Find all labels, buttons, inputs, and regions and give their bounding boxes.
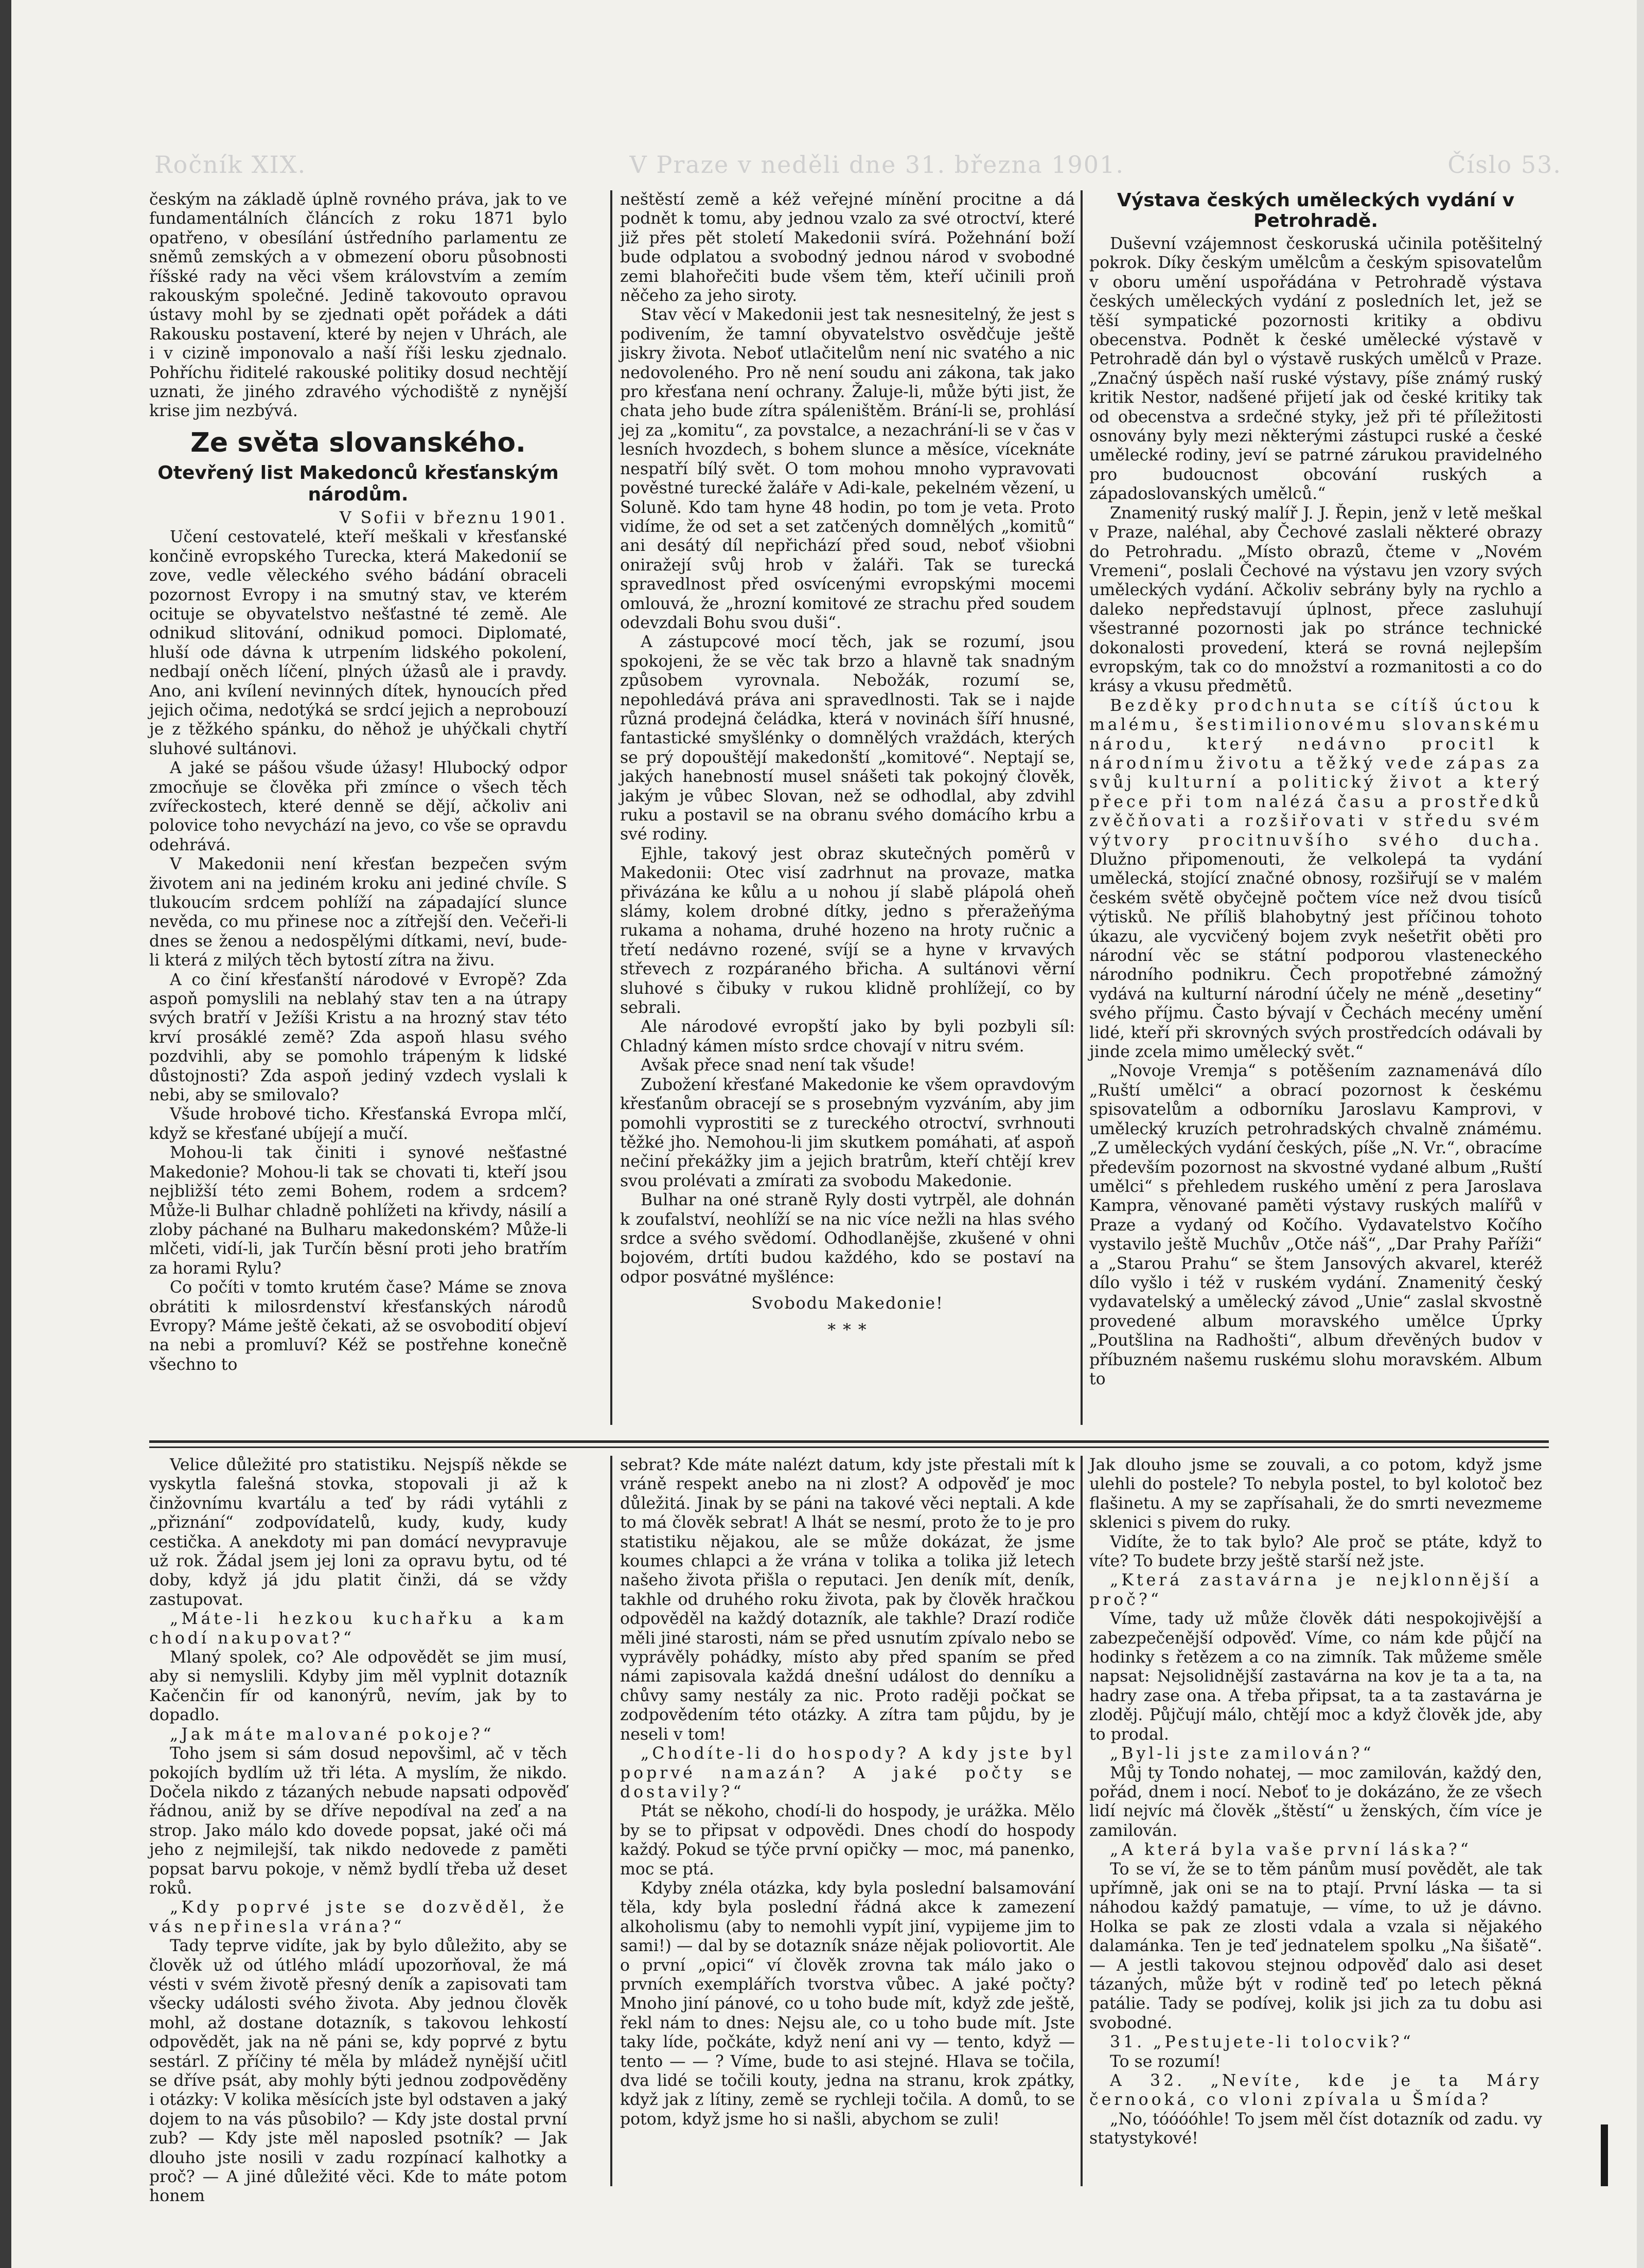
column-rule xyxy=(1081,1456,1083,2186)
question: A 32. „Nevíte, kde je ta Máry černooká, co vloni zpívala u Šmída? xyxy=(1089,2071,1542,2110)
paragraph: Mohou-li tak činiti i synové nešťastné Makedonie? Mohou-li tak se chovati ti, kteří jsou nejbližší této zemi Bohem, rodem a srdcem? Může-li Bulhar chladně pohlížeti na křivdy, násilí a zloby páchané na Bulharu makedonském? Může-li mlčeti, vidí-li, jak Turčín běsní proti jeho bratřím za horami Rylu? xyxy=(149,1144,567,1278)
column-3-bottom xyxy=(1089,1456,1542,2186)
paragraph: Ale národové evropští jako by byli pozbyli síl: Chladný kámen místo srdce chovají v nitru svém. xyxy=(620,1017,1075,1056)
paragraph: A jaké se pášou všude úžasy! Hlubocký odpor zmocňuje se člověka při zmínce o všech těch zvířeckostech, které denně se dějí, ačkoliv ani polovice toho nevychází na jevo, co vše se opravdu odehrává. xyxy=(149,759,567,854)
paragraph: Velice důležité pro statistiku. Nejspíš někde se vyskytla falešná stovka, stopovali ji až k činžovnímu kvartálu a teď by rádi vytáhli z „přiznání“ zodpovídatelů, kudy, kudy, kudy cestička. A anekdoty mi pan domácí nevypravuje už rok. Žádal jsem jej loni za opravu bytu, od té doby, když já jdu platit činži, dá se vždy zastupovat. xyxy=(149,1456,567,1609)
question: „Máte-li hezkou kuchařku a kam chodí nakupovat?“ xyxy=(149,1610,567,1648)
paragraph: Vidíte, že to tak bylo? Ale proč se ptáte, když to víte? To budete brzy ještě starší než jste. xyxy=(1089,1532,1542,1571)
section-divider-stars: * * * xyxy=(827,1320,868,1340)
column-rule xyxy=(610,1456,612,2186)
scan-artifact xyxy=(1601,2124,1608,2186)
feuilleton-rule xyxy=(149,1446,1549,1448)
paragraph: Můj ty Tondo nohatej, — moc zamilován, každý den, pořád, dnem i nocí. Neboť to je dokázáno, že ze všech lidí nejvíc má člověk „štěstí“ u ženských, čím více je zamilován. xyxy=(1089,1763,1542,1840)
paragraph: Znamenitý ruský malíř J. J. Řepin, jenž v letě meškal v Praze, naléhal, aby Čechové zaslali některé obrazy do Petrohradu. „Místo obrazů, čteme v „Novém Vremeni“, poslali Čechové na výstavu jen vzory svých uměleckých vydání. Ačkoliv sebrány byly na rychlo a daleko nepředstavují úplnost, přece zasluhují všestranné pozornosti jak po stránce technické dokonalosti provedení, která se rovná nejlepším evropským, tak co do množství a rozmanitosti a co do krásy a vkusu předmětů. xyxy=(1089,504,1542,696)
paragraph: Ejhle, takový jest obraz skutečných poměrů v Makedonii: Otec visí zadrhnut na provaze, matka přivázána ke kůlu a u nohou jí slabě plápolá oheň slámy, kolem drobné dítky, jedno s přeražeňýma rukama a nohama, druhé hozeno na hroty ručnic a třetí nedávno rozené, svíjí se a hyne v krvavých střevech z rozpáraného břicha. A sultánovi věrní sluhové s čibuky v rukou klidně prohlížejí, co by sebrali. xyxy=(620,844,1075,1017)
paragraph: Kdyby znéla otázka, kdy byla poslední balsamování těla, kdy byla poslední řádná akce k zamezení alkoholismu (aby to nemohli vypít jiní, vypijeme jim to sami!) — dal by se dotazník snáze nějak poliovortit. Ale o první „opici“ ví člověk zrovna tak málo jako o prvních exemplářích tvorstva vůbec. A jaké počty? Mnoho jiní pánové, co u toho bude mít, když zde ještě, řekl nám to dnes: Nejsu ale, co u toho bude mít. Jste taky líde, počkáte, když není ani vy — tento, když — tento — — ? Víme, bude to asi stejné. Hlava se točila, dva lidé se točili kouty, jedna na stranu, krok zpátky, když jak z lítiny, země se rychleji točila. A domů, to se potom, když jsme ho si našli, abychom se zuli! xyxy=(620,1879,1075,2129)
column-2-bottom xyxy=(620,1456,1075,2186)
paragraph: sebrat? Kde máte nalézt datum, kdy jste přestali mít k vráně respekt anebo na ni zlost? A odpověď je moc důležitá. Jinak by se páni na takové věci neptali. A kde to má člověk sebrat! A lhát se nesmí, proto že to je pro statistiku nějakou, ale se může dokázat, že jsme koumes chlapci a že vrána v tolika a tolika již letech našeho života přišla o reputaci. Jen deník mít, deník, takhle od druhého roku života, pak by člověk hračkou odpověděl na každý dotazník, ale takhle? Drazí rodiče měli jiné starosti, nám se před usnutím zpívalo nebo se vyprávěly pohádky, místo aby před spaním se před námi zapisovala každá dnešní událost do denníku a chůvy samy nestály za nic. Proto raději počkat se zodpovědením této otázky. A zítra tam půjdu, by je neseli v tom! xyxy=(620,1456,1075,1744)
paragraph: Co počíti v tomto krutém čase? Máme se znova obrátiti k milosrdenství křesťanských národů Evropy? Máme ještě čekati, až se osvobodití objeví na nebi a promluví? Kéž se postřehne konečně všechno to xyxy=(149,1278,567,1374)
paragraph: Učení cestovatelé, kteří meškali v křesťanské končině evropského Turecka, která Makedonií se zove, vedle věleckého svého bádání obraceli pozornost Evropy i na smutný stav, ve kterém ocituje se obyvatelstvo nešťastné té země. Ale odnikud slitování, odnikud pomoci. Diplomaté, hluší ode dávna k utrpením lidského pokolení, nedbají oněch líčení, plných úžasů ale i pravdy. Ano, ani kvílení nevinných dítek, hynoucích před jejich očima, nedotýká se srdcí jejich a neprobouzí je z těžkého spánku, do něhož je uhýčkali chytří sluhové sultánovi. xyxy=(149,528,567,758)
question: „Chodíte-li do hospody? A kdy jste byl poprvé namazán? A jaké počty se dostavily?“ xyxy=(620,1744,1075,1801)
column-1-bottom xyxy=(149,1456,567,2206)
paragraph: „No, tóóóóhle! To jsem měl číst dotazník od zadu. vy statystykové! xyxy=(1089,2110,1542,2148)
question: 31. „Pestujete-li tolocvik?“ xyxy=(1110,2033,1414,2052)
paragraph: V Makedonii není křesťan bezpečen svým životem ani na jediném kroku ani jediné chvíle. S tlukoucím srdcem pohlíží na západající slunce nevěda, co mu přinese noc a zítřejší den. Večeři-li dnes se ženou a nedospělými dítkami, neví, bude-li která z milých těch bytostí zítra na živu. xyxy=(149,855,567,970)
column-rule xyxy=(610,190,612,1425)
paragraph xyxy=(1089,697,1542,1062)
paragraph: To se rozumí! xyxy=(1110,2052,1221,2071)
header-volume: Ročník XIX. xyxy=(154,151,307,178)
paragraph: Tady teprve vidíte, jak by bylo důležito, aby se člověk už od útlého mládí upozorňoval, že má vésti v svém životě přesný deník a zapisovati tam všecky události svého života. Aby jednou člověk mohl, až dostane dotazník, s takovou lehkostí odpovědět, jak na ně páni se, kdy poprvé z bytu sestárl. Z příčiny té měla by mládež nynější učitl se dříve psát, aby mohly býti jednou zodpověděny i otázky: V kolika měsících jste byl odstaven a jaký dojem to na vás působilo? — Kdy jste dostal první zub? — Kdy jste měl naposled psotník? — Jak dlouho jste nosili v zadu rozpínací kalhotky a proč? — A jiné důležité věci. Kde to máte potom honem xyxy=(149,1937,567,2206)
paragraph: Všude hrobové ticho. Křesťanská Evropa mlčí, když se křesťané ubíjejí a mučí. xyxy=(149,1105,567,1143)
question: „Jak máte malované pokoje?“ xyxy=(170,1725,494,1744)
paragraph: To se ví, že se to těm pánům musí povědět, ale tak upřímně, jak oni se na to ptají. První láska — ta si náhodou každý pamatuje, — víme, to už je dávno. Holka se pak ze zlosti vdala a vzala si nějakého dalamánka. Ten je teď jednatelem spolku „Na šišatě“. — A jestli takovou stejnou odpověď dalo asi deset tázaných, může být v rodině teď po letech pěkná patálie. Tady se podívej, kolik jsi jich za tu dobu asi svobodné. xyxy=(1089,1860,1542,2032)
paragraph: Zubožení křesťané Makedonie ke všem opravdovým křesťanům obracejí se s prosebným vyzváním, aby jim pomohli vyprostiti se z tureckého otroctví, svrhnouti těžké jho. Nemohou-li jim skutkem pomáhati, ať aspoň nečiní překážky jim a jejich bratrům, kteří chtějí krev svou prolévati a zmírati za svobodu Makedonie. xyxy=(620,1075,1075,1190)
paragraph: „Novoje Vremja“ s potěšením zaznamenává dílo „Ruští umělci“ a obrací pozornost k českému spisovatelům a odborníku Jaroslavu Kamprovi, v umělecký kruzích petrohradských chvalně známému. „Z uměleckých vydání českých, píše „N. Vr.“, obracíme především pozornost na skvostné vydané album „Ruští umělci“ s přehledem ruského umění z pera Jaroslava Kampra, věnované paměti výstavy ruských malířů v Praze a vydaný od Kočího. Vydavatelstvo Kočího vystavilo ještě Muchův „Otče náš“, „Dar Prahy Paříži“ a „Starou Prahu“ se štem Jansových akvarel, kteréž dílo vyšlo i též v ruském vydání. Znamenitý český vydavatelský a umělecký závod „Unie“ zaslal skvostně provedené album moravského umělce Úprky „Poutšlina na Radhošti“, album dřevěných budov v příbuzném našemu ruskému slohu moravském. Album to xyxy=(1089,1062,1542,1388)
dateline: V Sofii v březnu 1901. xyxy=(339,508,567,527)
question: „A která byla vaše první láska?“ xyxy=(1110,1841,1472,1860)
paragraph: Toho jsem si sám dosud nepovšiml, ač v těch pokojích bydlím už tři léta. A myslím, že nikdo. Dočela nikdo z tázaných nebude napsati odpověď řádnou, aniž by se dříve nepodíval na zeď a na strop. Jako málo kdo dovede popsat, jaké oči má jeho z nejmilejší, tak nikdo nedovede z paměti popsat barvu pokoje, v němž bydlí třeba už deset roků. xyxy=(149,1744,567,1898)
scan-edge-right xyxy=(1637,0,1644,2268)
paragraph: Avšak přece snad není tak všude! xyxy=(641,1056,916,1075)
question: „Byl-li jste zamilován?“ xyxy=(1110,1744,1374,1763)
scan-edge-left xyxy=(0,0,11,2268)
page-header xyxy=(154,147,1562,183)
paragraph: A zástupcové mocí těch, jak se rozumí, jsou spokojeni, že se věc tak brzo a hlavně tak snadným způsobem vyrovnala. Nebožák, rozumí se, nepohledává práva ani spravedlnosti. Tak se i najde různá prodejná čeládka, která v novinách šíří hnusné, fantastické smyšlénky o domnělých vraždách, kterých se prý dopouštějí makedonští „komitové“. Neptají se, jakých hanebností musel snášeti tak pokojný člověk, jakým je vůbec Slovan, než se odhodlal, aby zdvihl ruku a postavil se na obranu svého domácího krbu a své rodiny. xyxy=(620,633,1075,844)
question: „Která zastavárna je nejklonnější a proč?“ xyxy=(1089,1571,1542,1609)
paragraph: Ptát se někoho, chodí-li do hospody, je urážka. Mělo by se to připsat v odpovědi. Dnes chodí do hospody každý. Pokud se týče první opičky — moc, má panenko, moc se ptá. xyxy=(620,1802,1075,1879)
paragraph: českým na základě úplně rovného práva, jak to ve fundamentálních článcích z roku 1871 bylo opatřeno, v obesílání ústředního parlamentu ze sněmů zemských a v obmezení oboru působnosti říšské rady na věci všem královstvím a zemím rakouským společné. Jedině takovouto opravou ústavy mohl by se zjednati opět pořádek a dáti Rakousku postavení, které by nejen v Uhrách, ale i v cizině imponovalo a naší říši lesku zjednalo. Pohříchu řiditelé rakouské politiky dosud nechtějí uznati, že jiného zdravého východiště z nynější krise jim nezbývá. xyxy=(149,190,567,421)
question: „Kdy poprvé jste se dozvěděl, že vás nepřinesla vrána?“ xyxy=(149,1898,567,1936)
paragraph: Víme, tady už může člověk dáti nespokojivější a zabezpečenější odpověď. Víme, co nám kde půjčí na hodinky s řetězem a co na zimník. Tak můžeme směle napsat: Nejsolidnější zastavárna na kov je ta a ta, na hadry zase ona. A třeba připsat, ta a ta zastavárna je zloděj. Půjčují málo, chtějí moc a když člověk jde, aby to prodal. xyxy=(1089,1610,1542,1744)
signoff: Svobodu Makedonie! xyxy=(751,1294,944,1313)
paragraph: neštěstí země a kéž veřejné mínění procitne a dá podnět k tomu, aby jednou vzalo za své otroctví, které již přes pět století Makedonii svírá. Požehnání boží bude odplatou a svobodný jednou národ v svobodné zemi blahořečiti bude všem těm, kteří učinili proň něčeho za jeho siroty. xyxy=(620,190,1075,306)
header-issue-number: Číslo 53. xyxy=(1447,151,1562,178)
article-title: Otevřený list Makedonců křesťanským národům. xyxy=(157,462,559,505)
column-1-top xyxy=(149,190,567,1430)
header-date: V Praze v neděli dne 31. března 1901. xyxy=(629,151,1124,178)
spaced-emphasis: Bezděky prodchnuta se cítíš úctou k malému, šestimilionovému slovanskému národu, který nedávno procitl k národnímu životu a těžký vede zápas za svůj kulturní a politický život a který přece při tom nalézá času a prostředků zvěčňovati a rozšiřovati v středu svém výtvory procitnuvšího svého ducha. xyxy=(1089,696,1542,850)
paragraph: Jak dlouho jsme se zouvali, a co potom, když jsme ulehli do postele? To nebyla postel, to byl kolotoč bez flašinetu. A my se zapřísahali, že do smrti nevezmeme sklenici s pivem do ruky. xyxy=(1089,1456,1542,1532)
column-2-top xyxy=(620,190,1075,1430)
paragraph-continuation: Dlužno připomenouti, že velkolepá ta vydání umělecká, stojící značné obnosy, rozšiřují se v malém českém světě obyčejně počtem více než dvou tisíců výtisků. Ne příliš blahobytný jest příčinou tohoto úkazu, ale vycvičený bojem zvyk nešetřit oběti pro národní věc se státní podporou vlasteneckého národního podnikru. Čech propotřebné zámožný vydává na kulturní národní účely ne méně „desetiny“ svého příjmu. Často bývají v Čechách mecény umění lidé, kteří při skrovných svých prostředcích odávali by jinde zcela mimo umělecký svět.“ xyxy=(1089,850,1542,1062)
column-3-top xyxy=(1089,190,1542,1430)
article-title: Výstava českých uměleckých vydání v Petrohradě. xyxy=(1117,190,1515,231)
paragraph: Stav věcí v Makedonii jest tak nesnesitelný, že jest s podivením, že tamní obyvatelstvo osvědčuje ještě jiskry života. Neboť utlačitelům není nic svatého a nic nedovoleného. Pro ně není soudu ani zákona, tak jako pro křesťana není ochrany. Žaluje-li, může býti jist, že chata jeho bude zítra spáleništěm. Brání-li se, prohlásí jej za „komitu“, za povstalce, a nezachrání-li se v čas v lesních hvozdech, s bohem slunce a měsíce, víceknáte nespatří bílý svět. O tom mohou mnoho vypravovati pověstné turecké žaláře v Adi-kale, pekelném vězení, u Soluně. Kdo tam hyne 48 hodin, po tom je veta. Proto vidíme, že od set a set zatčených domnělých „komitů“ ani desátý díl nepřichází před soud, neboť všiobni oniražejí svůj hrob v žaláři. Tak se turecká spravedlnost před osvícenými evropskými mocemi omlouvá, že „hrozní komitové ze strachu před soudem odevzdali Bohu svou duši“. xyxy=(620,306,1075,632)
paragraph: Duševní vzájemnost českoruská učinila potěšitelný pokrok. Díky českým umělcům a českým spisovatelům v oboru umění uspořádána v Petrohradě výstava českých uměleckých vydání z posledních let, jež se těší sympatické pozornosti kritiky a obdivu obecenstva. Podnět k české umělecké výstavě v Petrohradě dán byl o výstavě ruských umělců v Praze. „Značný úspěch naší ruské výstavy, píše známý ruský kritik Nestor, nadšené přijetí jak od české kritiky tak od obecenstva a srdečné styky, jež při té příležitosti osnovány byly mezi některými zástupci ruské a české umělecké rodiny, jeví se patrné zárukou pravidelného pro budoucnost obcování ruských a západoslovanských umělců.“ xyxy=(1089,235,1542,504)
section-title: Ze světa slovanského. xyxy=(190,427,526,458)
paragraph: Mlaný spolek, co? Ale odpovědět se jim musí, aby si nemyslili. Kdyby jim měl vyplnit dotazník Kačenčin fír od kanonýrů, nevím, jak by to dopadlo. xyxy=(149,1648,567,1725)
paragraph: A co činí křesťanští národové v Evropě? Zda aspoň pomyslili na neblahý stav ten a na útrapy svých bratří v Ježíši Kristu a na hrozný stav této krví prosáklé země? Zda aspoň hlasu svého pozdvihli, aby se pomohlo trápeným k lidské důstojnosti? Zda aspoň jediný vzdech vyslali k nebi, aby se smilovalo? xyxy=(149,970,567,1105)
column-rule xyxy=(1081,190,1083,1425)
paragraph: Bulhar na oné straně Ryly dosti vytrpěl, ale dohnán k zoufalství, neohlíží se na nic více nežli na hlas svého srdce a svého svědomí. Odhodlanějše, zkušené v ohni bojovém, drtíti budou každého, kdo se postaví na odpor posvátné myšlénce: xyxy=(620,1191,1075,1287)
feuilleton-rule xyxy=(149,1440,1549,1443)
